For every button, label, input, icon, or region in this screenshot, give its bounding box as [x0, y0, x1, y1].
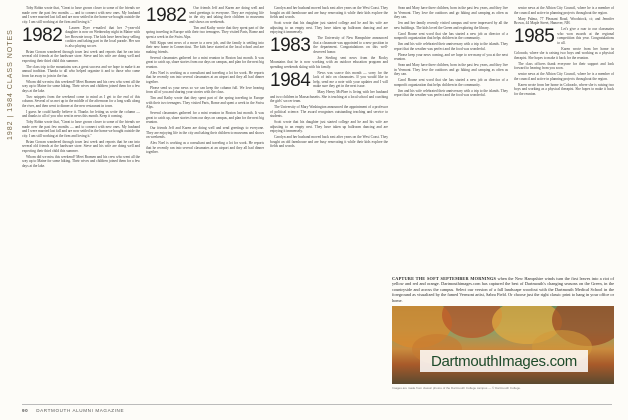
paragraph: Joe Sterling sent news from the Rocky Mountains that he is now working with an outdoor education program and spending weekends skiing with his family.: [270, 55, 388, 69]
paragraph: Carol Boone sent word that she has started a new job as director of a nonprofit organization that helps children in the community.: [394, 31, 508, 40]
ad-body: when the New Hampshire winds turn the first leaves into a riot of yellow and red and orange. Dartmouthimages.com has captured the best of Dartmouth's changing seasons on the Green, in the countryside and across the campus. Select our version of a fall landscape woodcut with the Dartmouth Medical School in the foreground as visualized by the famed Vermont artist, Sabra Field. Or choose just the right classic print to hang in your office or home.: [392, 276, 615, 303]
running-head: 1982 | 1984 CLASS NOTES: [7, 29, 14, 140]
paragraph: Mary Palma, 77 Pleasant Road, Woodstock, ct; and Jennifer Brown, 44 Maple Street, Hanover, NH.: [514, 16, 614, 25]
paragraph: Alex Noel is working as a consultant and traveling a lot for work. He reports that he recently ran into several classmates at an airport and they all had dinner together.: [146, 141, 264, 154]
paragraph: Let's give a roar to our classmates who won awards at the regional competition this year. Congratulations to all.: [557, 27, 614, 45]
paragraph: The University of New Hampshire announced that a classmate was appointed to a new position in the department. Congratulations on this well-deserved honor.: [313, 36, 388, 54]
ad-copy: [392, 276, 614, 303]
ad-logo[interactable]: DartmouthImages.com: [430, 352, 578, 370]
year-heading-1985: 1985: [514, 26, 555, 47]
paragraph: Brian Gowan wandered through town last week and reports that he ran into several old friends at the hardware store. Steve and his wife are doing well and expecting their third child this summer.: [22, 49, 140, 63]
year-heading-1984: 1984: [270, 69, 311, 91]
page-number: 90: [22, 408, 29, 413]
paragraph: Carol Boone sent word that she has started a new job as director of a nonprofit organization that helps children in the community.: [394, 78, 508, 87]
ad-lead: CAPTURE THE SOFT SEPTEMBER MORNINGS: [392, 276, 497, 281]
paragraph: Sean and Mary have three children, born in the past few years, and they live in Vermont. They love the outdoors and go hiking and camping as often as they can.: [394, 63, 508, 76]
paragraph: Scott wrote that his daughter just started college and he and his wife are adjusting to an empty nest. They have taken up ballroom dancing and are enjoying it immensely.: [270, 120, 388, 133]
paragraph: Our friends Jeff and Karen are doing well and send greetings to everyone. They are enjoying life in the city and taking their children to museums and shows on weekends.: [146, 126, 264, 139]
column-5: [514, 6, 614, 278]
ad-banner-image[interactable]: [392, 306, 614, 384]
year-heading-1982b: 1982: [146, 6, 187, 26]
paragraph: Whom did we miss this weekend? Meet Bramen and his crew who went all the way up to Maine for some hiking. Their wives and children joined them for a few days at the lake.: [22, 79, 140, 93]
page-footer: [22, 408, 612, 413]
paragraph: Jim and his wife celebrated their anniversary with a trip to the islands. They report that the weather was perfect and the food was wonderful.: [394, 42, 508, 51]
paragraph: Whom did we miss this weekend? Meet Bramen and his crew who went all the way up to Maine for some hiking. Their wives and children joined them for a few days at the lake.: [22, 154, 140, 168]
ad-caption: Images are made from classic photos of the Dartmouth College campus — © Dartmouth College.: [392, 386, 521, 391]
paragraph: Karen wrote from her home in Colorado, where she is raising two boys and working as a physical therapist. She hopes to make it back for the reunion.: [514, 82, 614, 96]
paragraph: Several classmates gathered for a mini reunion in Boston last month. It was great to catch up, share stories from our days on campus, and plan for the next big reunion.: [146, 111, 264, 124]
paragraph: Alex Noel is working as a consultant and traveling a lot for work. He reports that he recently ran into several classmates at an airport and they all had dinner together.: [146, 70, 264, 84]
column-4: [394, 6, 508, 278]
paragraph: Jim and his wife celebrated their anniversary with a trip to the islands. They report that the weather was perfect and the food was wonderful.: [394, 88, 508, 97]
paragraph: Please send us your news so we can keep the column full. We love hearing from all of you and sharing your stories with the class.: [146, 85, 264, 94]
paragraph: Carolyn and her husband moved back east after years on the West Coast. They bought an old farmhouse and are busy renovating it while their kids explore the fields and woods.: [270, 135, 388, 148]
column-1: [22, 6, 140, 402]
ad-logo-box[interactable]: [420, 350, 588, 372]
paragraph: Sean and Mary have three children, born in the past few years, and they live in Vermont. They love the outdoors and go hiking and camping as often as they can.: [394, 6, 508, 19]
paragraph: Two snippets from the weekend come to mind as I get to the end of this column. Several of us met up in the middle of the afternoon for a long walk along the river, and then went to dinner at the new restaurant in town.: [22, 94, 140, 108]
paragraph: I guess he could hardly believe it. Thanks for letting us write the column — and thanks to all of you who sent in news this month. Keep it coming.: [22, 109, 140, 118]
column-3: [270, 6, 388, 402]
paragraph: Mary Heery McPhee is living with her husband and two children in Massachusetts. She is teaching at a local school and coaching the girls' soccer team.: [270, 90, 388, 103]
paragraph: Please keep your news coming, and we hope to see many of you at the next reunion.: [394, 52, 508, 61]
year-heading-1982: 1982: [22, 24, 63, 46]
paragraph: Several classmates gathered for a mini reunion in Boston last month. It was great to catch up, share stories from our days on campus, and plan for the next big reunion.: [146, 55, 264, 69]
paragraph: Scott wrote that his daughter just started college and he and his wife are adjusting to an empty nest. They have taken up ballroom dancing and are enjoying it immensely.: [270, 21, 388, 34]
paragraph: Tim and Kathy wrote that they spent part of the spring traveling in Europe with their two teenagers. They visited Paris, Rome and spent a week in the Swiss Alps.: [146, 25, 264, 39]
paragraph: Our friends Jeff and Karen are doing well and send greetings to everyone. They are enjoying life in the city and taking their children to museums and shows on weekends.: [189, 6, 264, 24]
paragraph: Toby Robin wrote that, "Great to have grown closer to some of the friends we made over the past few months — and to connect with new ones. My husband and I were married last fall and are now settled in the home we bought outside the city. I am still working at the firm and loving it.": [22, 120, 140, 138]
paragraph: The University of Mary Washington announced the appointment of a professor of political science. The award recognizes outstanding teaching and service to students.: [270, 105, 388, 118]
advertisement: [392, 276, 614, 404]
paragraph: Jen and her family recently visited campus and were impressed by all the new buildings. The kids loved the Green and exploring the library.: [394, 21, 508, 30]
paragraph: Brian Gowan wandered through town last week and reports that he ran into several old friends at the hardware store. Steve and his wife are doing well and expecting their third child this summer.: [22, 139, 140, 153]
paragraph: Will Kipps sent news of a move to a new job, and the family is settling into their new home in Connecticut. The kids have started at the local school and are making friends.: [146, 40, 264, 54]
year-heading-1983: 1983: [270, 35, 311, 56]
column-2: [146, 6, 264, 402]
paragraph: Tim and Kathy wrote that they spent part of the spring traveling in Europe with their two teenagers. They visited Paris, Rome and spent a week in the Swiss Alps.: [146, 96, 264, 109]
paragraph: senior news at the Albion City Council, where he is a member of the council and active in planning projects throughout the region.: [514, 72, 614, 81]
paragraph: senior news at the Albion City Council, where he is a member of the council and active in planning projects throughout the region.: [514, 6, 614, 15]
footer-title: DARTMOUTH ALUMNI MAGAZINE: [36, 408, 125, 413]
paragraph: The class officers thank everyone for their support and look forward to hearing from you soon.: [514, 61, 614, 70]
paragraph: Carolyn and her husband moved back east after years on the West Coast. They bought an old farmhouse and are busy renovating it while their kids explore the fields and woods.: [270, 6, 388, 19]
paragraph: The class trip to the mountains was a great success and we hope to make it an annual tradition. Thanks to all who helped organize it and to those who came from far away to join in the fun.: [22, 64, 140, 78]
paragraph: Lauren Dyer e-mailed that her 7-year-old daughter is now on Wednesday night in Maine with her Brownie troop. The kids have been busy selling cookies and taking part in the local parade. Her son is also playing soccer.: [65, 25, 140, 48]
paragraph: News was scarce this month — sorry for the lack of info on classmates. If you would like to help, send me a note with your updates and I will make sure they get in the next issue.: [313, 70, 388, 88]
paragraph: Karen wrote from her home in Colorado, where she is raising two boys and working as a physical therapist. She hopes to make it back for the reunion.: [514, 46, 614, 60]
paragraph: Toby Robin wrote that, "Great to have grown closer to some of the friends we made over the past few months — and to connect with new ones. My husband and I were married last fall and are now settled in the home we bought outside the city. I am still working at the firm and loving it.": [22, 6, 140, 24]
footer-rule: [22, 404, 612, 405]
